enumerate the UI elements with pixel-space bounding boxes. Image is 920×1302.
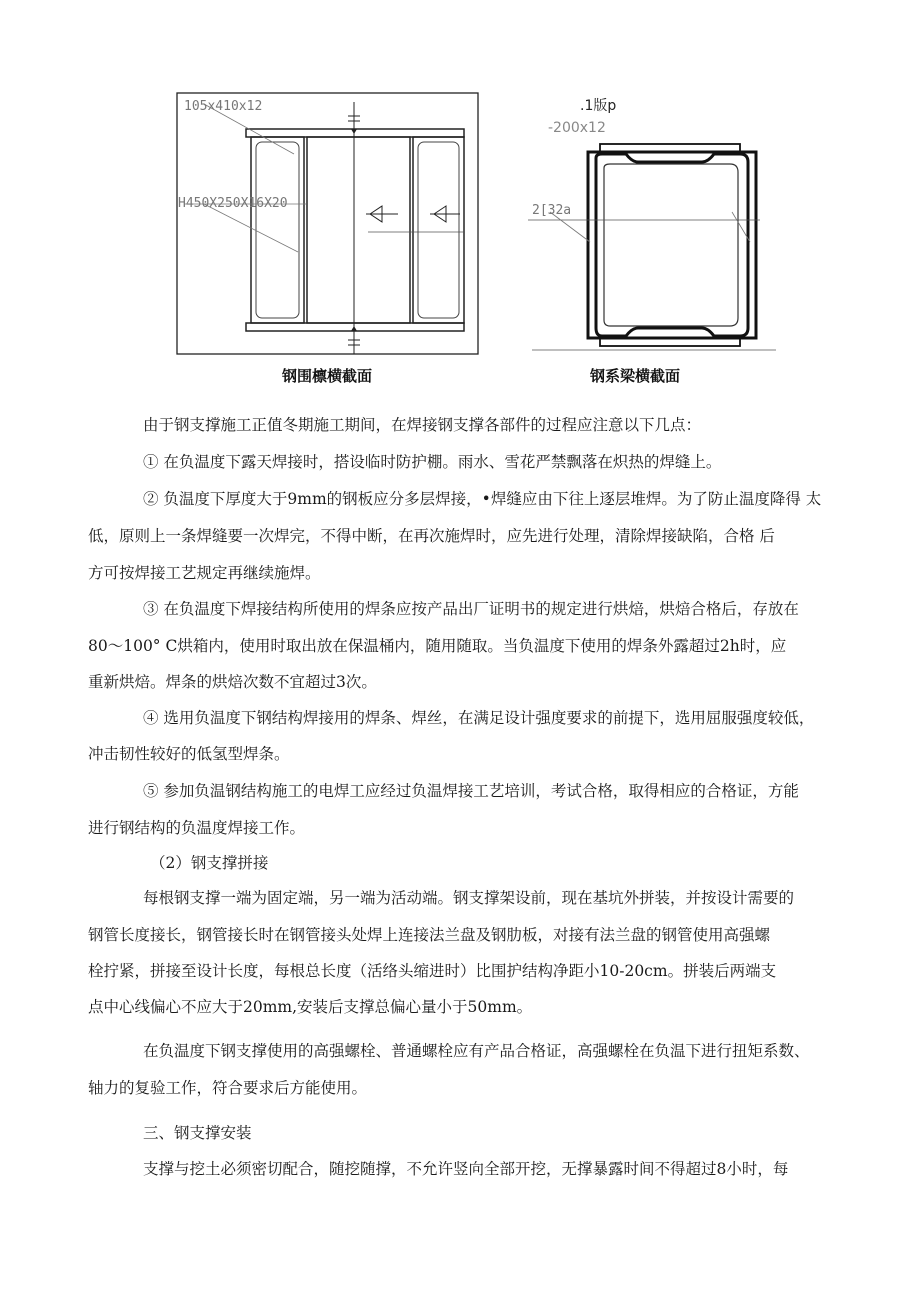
item-2-line3: 方可按焊接工艺规定再继续施焊。 bbox=[88, 564, 321, 582]
item-4-line2: 冲击韧性较好的低氢型焊条。 bbox=[88, 745, 290, 763]
item-5-line2: 进行钢结构的负温度焊接工作。 bbox=[88, 819, 306, 837]
item-3-line3: 重新烘焙。焊条的烘焙次数不宜超过3次。 bbox=[88, 673, 377, 691]
splice-line2: 钢管长度接长，钢管接长时在钢管接头处焊上连接法兰盘及钢肋板，对接有法兰盘的钢管使用高强螺 bbox=[88, 926, 771, 944]
waling-cross-section-drawing bbox=[176, 92, 480, 356]
item-5-line1: ⑤ 参加负温钢结构施工的电焊工应经过负温焊接工艺培训，考试合格，取得相应的合格证，方能 bbox=[143, 782, 799, 800]
figure-steel-tie-beam bbox=[528, 92, 778, 354]
intro-paragraph: 由于钢支撑施工正值冬期施工期间，在焊接钢支撑各部件的过程应注意以下几点： bbox=[143, 416, 702, 434]
splice-line1: 每根钢支撑一端为固定端，另一端为活动端。钢支撑架设前，现在基坑外拼装，并按设计需要的 bbox=[143, 889, 795, 907]
plate-label: -200x12 bbox=[548, 120, 606, 136]
splice-line3: 栓拧紧，拼接至设计长度，每根总长度（活络头缩进时）比围护结构净距小10-20cm。拼装后两端支 bbox=[88, 962, 777, 980]
item-4-line1: ④ 选用负温度下钢结构焊接用的焊条、焊丝，在满足设计强度要求的前提下，选用屈服强度较低， bbox=[143, 709, 815, 727]
splice-line4: 点中心线偏心不应大于20mm,安装后支撑总偏心量小于50mm。 bbox=[88, 998, 533, 1016]
heading-steel-splice: （2）钢支撑拼接 bbox=[150, 854, 269, 872]
plate-label: 105x410x12 bbox=[184, 99, 263, 114]
item-2-line2: 低，原则上一条焊缝要一次焊完，不得中断，在再次施焊时，应先进行处理，清除焊接缺陷，合格 后 bbox=[88, 527, 775, 545]
top-label: .1版p bbox=[580, 98, 617, 114]
h-section-label: H450X250X16X20 bbox=[178, 196, 288, 211]
install-line1: 支撑与挖土必须密切配合，随挖随撑，不允许竖向全部开挖，无撑暴露时间不得超过8小时，每 bbox=[143, 1160, 789, 1178]
item-2-line1: ② 负温度下厚度大于9mm的钢板应分多层焊接，•焊缝应由下往上逐层堆焊。为了防止温度降得 太 bbox=[143, 490, 822, 508]
caption-waling: 钢围檩横截面 bbox=[282, 367, 373, 385]
item-3-line1: ③ 在负温度下焊接结构所使用的焊条应按产品出厂证明书的规定进行烘焙，烘焙合格后，存放在 bbox=[143, 600, 799, 618]
bolt-line2: 轴力的复验工作，符合要求后方能使用。 bbox=[88, 1079, 368, 1097]
figure-steel-waling bbox=[176, 92, 480, 356]
item-3-line2: 80～100° C烘箱内，使用时取出放在保温桶内，随用随取。当负温度下使用的焊条外露超过2h时，应 bbox=[88, 637, 787, 655]
channel-label: 2[32a bbox=[532, 203, 572, 218]
caption-tie-beam: 钢系梁横截面 bbox=[590, 367, 681, 385]
bolt-line1: 在负温度下钢支撑使用的高强螺栓、普通螺栓应有产品合格证，高强螺栓在负温下进行扭矩系数、 bbox=[143, 1042, 810, 1060]
heading-steel-support-install: 三、钢支撑安装 bbox=[143, 1124, 252, 1142]
tie-beam-cross-section-drawing bbox=[528, 92, 778, 354]
item-1: ① 在负温度下露天焊接时，搭设临时防护棚。雨水、雪花严禁飘落在炽热的焊缝上。 bbox=[143, 453, 722, 471]
